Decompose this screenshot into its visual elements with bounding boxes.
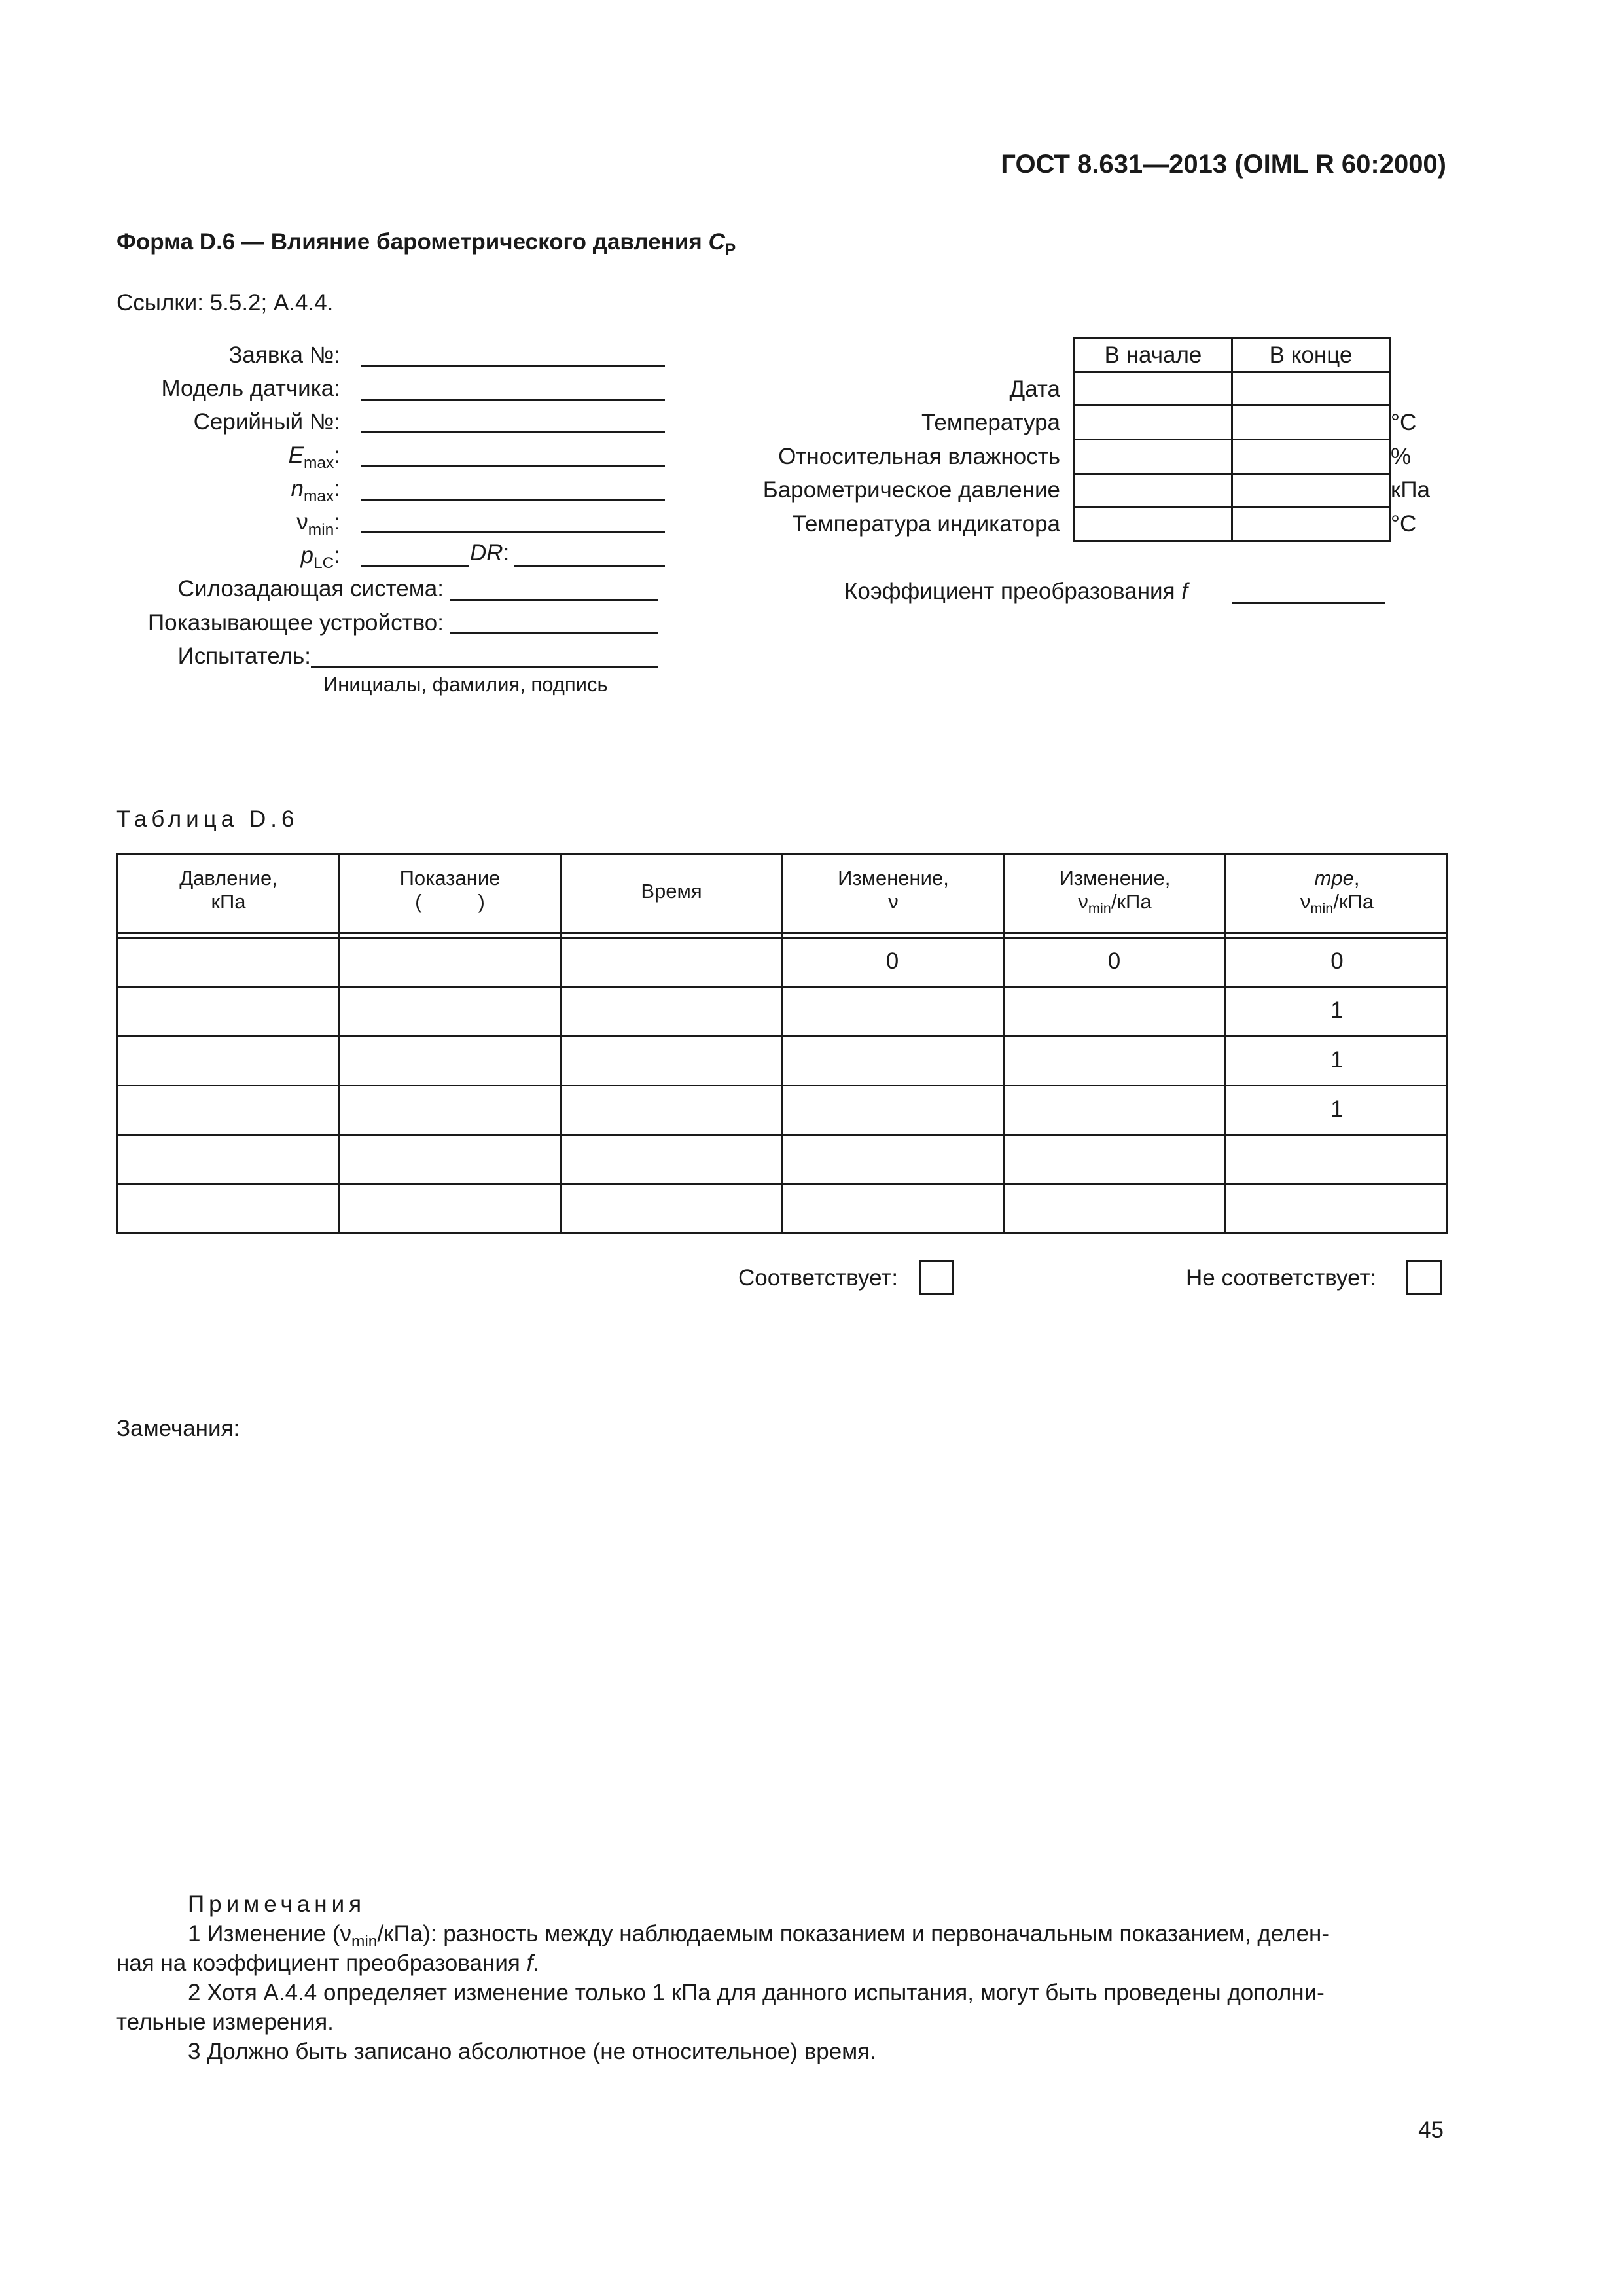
table-cell-r4-mpe[interactable]: 1: [1330, 1096, 1344, 1122]
pass-checkbox[interactable]: [919, 1260, 954, 1295]
table-row-divider: [116, 1183, 1448, 1185]
indicator-temp-label: Температура индикатора: [792, 511, 1060, 537]
col-end-header: В конце: [1269, 342, 1353, 368]
plc-symbol: p: [300, 543, 313, 568]
serial-label: Серийный №:: [193, 409, 340, 435]
header-change-line2: ν: [888, 890, 899, 913]
factor-text: Коэффициент преобразования: [844, 579, 1182, 604]
emax-symbol: E: [288, 442, 304, 468]
application-label: Заявка №:: [228, 342, 340, 368]
nmax-sub: max: [303, 488, 334, 505]
form-title-symbol: C: [708, 229, 725, 255]
factor-label: [844, 579, 1188, 605]
table-cell-r3-mpe[interactable]: 1: [1330, 1047, 1344, 1073]
barometric-unit: кПа: [1391, 477, 1430, 503]
barometric-label: Барометрическое давление: [762, 477, 1060, 503]
load-system-field[interactable]: [450, 599, 658, 601]
date-label: Дата: [1009, 376, 1060, 402]
conditions-row-divider: [1073, 473, 1391, 475]
note-2-line-1: 2 Хотя А.4.4 определяет изменение только 1 кПа для данного испытания, могут быть проведены дополни-: [188, 1980, 1325, 2005]
table-row-divider: [116, 1035, 1448, 1037]
header-mpe-symbol: ν: [1300, 890, 1311, 913]
note-1-rest: /кПа): разность между наблюдаемым показанием и первоначальным показанием, делен-: [377, 1921, 1330, 1946]
note-3: 3 Должно быть записано абсолютное (не относительное) время.: [188, 2039, 876, 2064]
page-number: 45: [1418, 2117, 1444, 2143]
conditions-row-divider: [1073, 371, 1391, 373]
application-field[interactable]: [361, 365, 665, 367]
nmax-field[interactable]: [361, 499, 665, 501]
indicator-temp-unit: °C: [1391, 511, 1417, 537]
header-change-vmin-sub: min: [1088, 900, 1111, 917]
load-system-label: Силозадающая система:: [177, 576, 444, 601]
table-row-divider: [116, 986, 1448, 988]
header-change-vmin-line1: Изменение,: [1059, 867, 1171, 889]
table-cell-r1-mpe[interactable]: 0: [1330, 948, 1344, 974]
form-title-text: Форма D.6 — Влияние барометрического давления: [116, 229, 709, 255]
header-mpe: [1226, 867, 1448, 920]
header-mpe-line1: [1226, 867, 1448, 890]
plc-colon: :: [334, 543, 340, 568]
nmax-colon: :: [334, 476, 340, 501]
header-change-vmin: [1005, 867, 1224, 920]
header-change: [783, 867, 1003, 914]
note-1-start: 1 Изменение (: [188, 1921, 340, 1946]
factor-field[interactable]: [1232, 602, 1385, 604]
table-caption: Таблица D.6: [116, 806, 299, 832]
indicator-label: Показывающее устройство:: [148, 610, 444, 636]
table-row-divider: [116, 1085, 1448, 1086]
vmin-colon: :: [334, 509, 340, 535]
dr-label: [470, 540, 509, 566]
vmin-sub: min: [308, 521, 334, 539]
header-change-vmin-symbol: ν: [1078, 890, 1088, 913]
vmin-label: [196, 509, 340, 543]
note-1-dot: .: [533, 1950, 540, 1976]
header-double-line-1: [116, 932, 1448, 934]
conditions-row-divider: [1073, 506, 1391, 508]
header-mpe-line2: [1226, 890, 1448, 920]
dr-field[interactable]: [514, 565, 665, 567]
serial-field[interactable]: [361, 431, 665, 433]
header-pressure-line1: Давление,: [179, 867, 277, 889]
vmin-symbol: ν: [296, 509, 308, 535]
standard-header: ГОСТ 8.631—2013 (OIML R 60:2000): [1001, 150, 1446, 179]
plc-label: [196, 543, 340, 577]
note-2-line-2: тельные измерения.: [116, 2009, 334, 2035]
humidity-label: Относительная влажность: [778, 444, 1060, 469]
conditions-row-divider: [1073, 439, 1391, 440]
vmin-field[interactable]: [361, 531, 665, 533]
nmax-symbol: n: [291, 476, 304, 501]
fail-label: Не соответствует:: [1186, 1265, 1377, 1291]
header-reading-line1: Показание: [399, 867, 501, 889]
note-1-f: f: [526, 1950, 533, 1976]
humidity-unit: %: [1391, 444, 1412, 469]
plc-sub: LC: [313, 554, 334, 572]
header-mpe-label: mpe: [1314, 867, 1354, 889]
plc-field[interactable]: [361, 565, 469, 567]
header-change-vmin-unit: /кПа: [1111, 890, 1152, 913]
table-cell-r1-change-vmin[interactable]: 0: [1107, 948, 1121, 974]
emax-label: [196, 442, 340, 476]
table-row-divider: [116, 1134, 1448, 1136]
references: Ссылки: 5.5.2; А.4.4.: [116, 290, 334, 315]
tester-field[interactable]: [311, 666, 658, 668]
header-pressure: [118, 867, 338, 914]
emax-sub: max: [303, 454, 334, 472]
header-change-vmin-line2: [1005, 890, 1224, 920]
pass-label: Соответствует:: [738, 1265, 899, 1291]
header-time: Время: [641, 880, 702, 903]
temperature-label: Температура: [921, 410, 1060, 435]
table-cell-r1-change[interactable]: 0: [885, 948, 899, 974]
note-1-cont: ная на коэффициент преобразования: [116, 1950, 527, 1976]
header-reading: [340, 867, 560, 914]
temperature-unit: °C: [1391, 410, 1417, 435]
notes-heading: Примечания: [188, 1892, 366, 1917]
dr-symbol: DR: [470, 540, 503, 565]
header-pressure-line2: кПа: [211, 890, 246, 913]
table-cell-r2-mpe[interactable]: 1: [1330, 997, 1344, 1023]
dr-colon: :: [503, 540, 510, 565]
model-label: Модель датчика:: [161, 376, 340, 401]
header-mpe-comma: ,: [1353, 867, 1360, 889]
emax-colon: :: [334, 442, 340, 468]
col-start-header: В начале: [1104, 342, 1202, 368]
header-double-line-2: [116, 937, 1448, 939]
tester-caption: Инициалы, фамилия, подпись: [323, 673, 608, 696]
note-1-symbol: ν: [340, 1921, 351, 1946]
indicator-field[interactable]: [450, 632, 658, 634]
form-title-sub: P: [724, 241, 736, 259]
header-mpe-unit: /кПа: [1333, 890, 1374, 913]
note-1-sub: min: [351, 1933, 378, 1950]
fail-checkbox[interactable]: [1406, 1260, 1442, 1295]
model-field[interactable]: [361, 399, 665, 401]
form-title: [116, 229, 736, 263]
table-col-divider: [560, 853, 562, 1234]
nmax-label: [196, 476, 340, 510]
factor-symbol: f: [1181, 579, 1188, 604]
note-1-line-2: [116, 1950, 539, 1977]
remarks-label: Замечания:: [116, 1416, 240, 1441]
tester-label: Испытатель:: [177, 643, 311, 669]
emax-field[interactable]: [361, 465, 665, 467]
header-mpe-sub: min: [1310, 900, 1334, 917]
conditions-row-divider: [1073, 404, 1391, 406]
header-reading-line2: ( ): [415, 890, 485, 913]
header-change-line1: Изменение,: [838, 867, 949, 889]
